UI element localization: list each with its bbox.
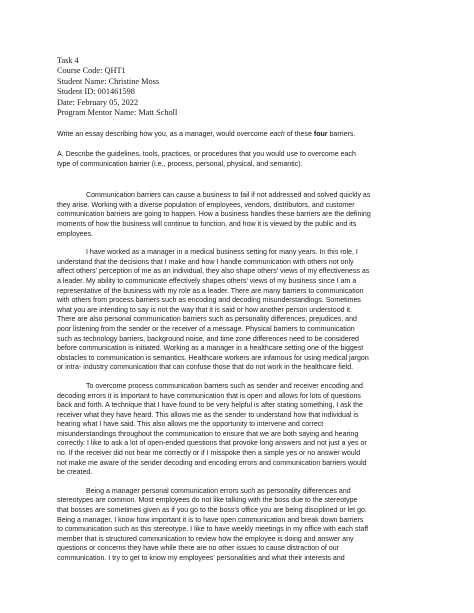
date-line: Date: February 05, 2022 [57,97,139,107]
header-block [57,56,418,118]
paragraph-line: affect others' perception of me as an individual, they also shape others' views of my effectiveness as [57,268,370,276]
paragraph-line: that bosses are sometimes given as if you go to the boss's office you are being disciplined or let go. [57,507,367,515]
paragraph-line: what you are intending to say is not the way that it is said or how another person understood it. [57,306,352,314]
paragraph-line: hearing what I have said. This also allows me the opportunity to intervene and correct [57,421,324,429]
task-subprompt [57,150,418,169]
paragraph-line: poor listening from the sender or the receiver of a message. Physical barriers to communication [57,325,355,333]
student-id-line: Student ID: 001461598 [57,87,135,97]
paragraph-line: a leader. My ability to communicate effectively shapes others' views of my business since I am a [57,277,357,285]
paragraph-line: back and forth. A technique that I have found to be very helpful is after stating something, I ask the [57,402,363,410]
paragraph-line: obstacles to communication is semantics. Healthcare workers are infamous for using medical jargon [57,354,369,362]
paragraph-line: no. If the receiver did not hear me correctly or if I misspoke then a simple yes or no answer would [57,450,361,458]
paragraph-line: or intra- industry communication that can confuse those that do not work in the healthcare field. [57,364,354,372]
prompt-bold: four [313,131,328,139]
paragraph-line: before communication is initiated. Working as a manager in a healthcare setting one of the biggest [57,345,364,353]
paragraph-line: to communication such as this stereotype. I like to have weekly meetings in my office with each staff [57,526,369,534]
task-line: Task 4 [57,56,79,65]
paragraph-line: To overcome process communication barriers such as sender and receiver encoding and [86,382,363,390]
subprompt-line: type of communication barrier (i.e., process, personal, physical, and semantic). [57,160,303,168]
paragraph-line: be created. [57,469,93,477]
paragraph-line: There are also personal communication barriers such as personality differences, prejudices, and [57,316,357,324]
paragraph-line: Being a manager, I know how important it is to have open communication and break down barriers [57,516,364,524]
paragraph-line: decoding errors it is important to have communication that is open and allows for lots of questions [57,392,361,400]
essay-paragraph [57,248,418,373]
paragraph-line: questions or concerns they have while there are no other issues to cause distraction of our [57,545,340,553]
paragraph-line: communication. I try to get to know my employees' personalities and what their interests and [57,555,345,562]
paragraph-line: member that is structured communication to review how the employee is doing and answer any [57,535,354,543]
paragraph-line: I have worked as a manager in a medical business setting for many years. In this role, I [86,249,358,257]
paragraph-line: receiver what they have heard. This allows me as the sender to understand how that individual is [57,411,359,419]
paragraph-line: employees. [57,230,94,238]
student-name-line: Student Name: Christine Moss [57,76,160,86]
paragraph-line: communication barriers are going to happen. How a business handles these barriers are the defining [57,211,371,219]
essay-body [57,191,418,563]
prompt-text-start: Write an essay describing how you, as a manager, would overcome [57,131,270,139]
paragraph-line: moments of how the business will continue to function, and how it is viewed by the public and its [57,221,357,228]
paragraph-line: correctly. I like to ask a lot of open-ended questions that provoke long answers and not just a yes or [57,440,367,448]
paragraph-line: misunderstandings throughout the communication to ensure that we are both saying and hearing [57,430,359,438]
prompt-italic: each [269,131,285,139]
subprompt-line: A. Describe the guidelines, tools, practices, or procedures that you would use to overcome each [57,151,356,159]
essay-paragraph [57,191,418,239]
paragraph-line: stereotypes are common. Most employees do not like talking with the boss due to the stereotype [57,497,358,505]
course-code-line: Course Code: QHT1 [57,66,126,76]
prompt-text-middle: of these [284,131,314,139]
essay-paragraph [57,382,418,478]
paragraph-line: they arise. Working with a diverse population of employees, vendors, distributors, and customer [57,201,355,209]
paragraph-line: not make me aware of the sender decoding and encoding errors and communication barriers would [57,459,367,467]
essay-prompt [57,130,418,140]
paragraph-line: with others from process barriers such as encoding and decoding misunderstandings. Sometimes [57,297,361,305]
prompt-text-end: barriers. [327,131,356,139]
paragraph-line: understand that the decisions that I make and how I handle communication with others not only [57,258,354,266]
paragraph-line: Being a manager personal communication errors such as personality differences and [86,487,351,495]
essay-paragraph [57,487,418,564]
mentor-line: Program Mentor Name: Matt Scholl [57,108,178,118]
paragraph-line: such as technology barriers, background noise, and time zone differences need to be considered [57,335,359,343]
paragraph-line: representative of the business with my role as a leader. There are many barriers to communication [57,287,364,295]
paragraph-line: Communication barriers can cause a business to fail if not addressed and solved quickly as [86,192,371,200]
